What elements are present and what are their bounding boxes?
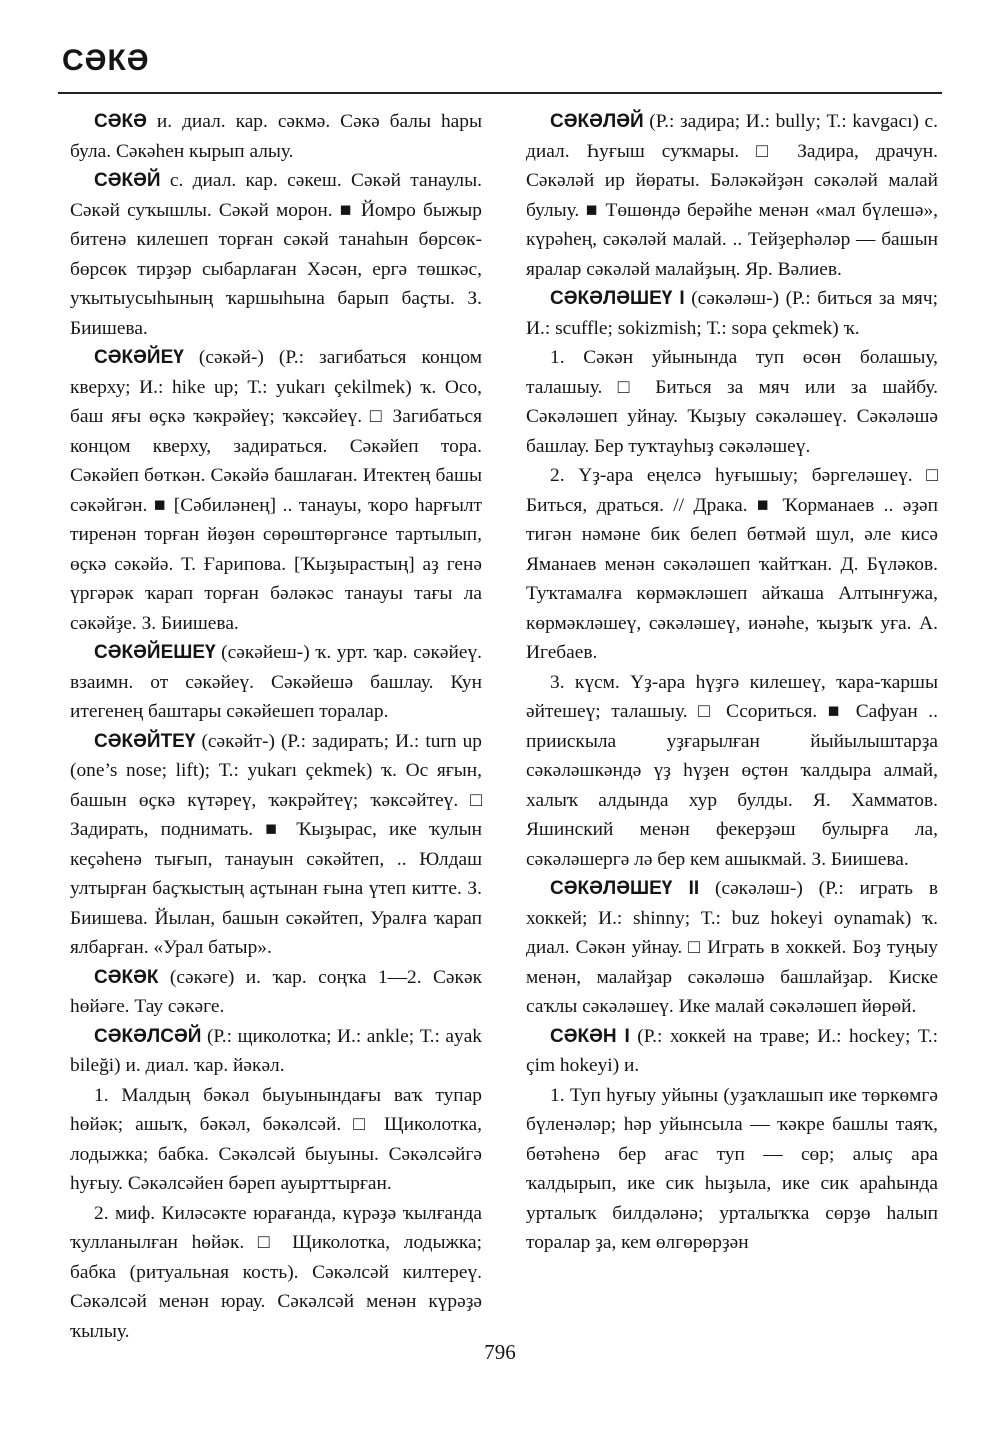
entry-text: (сәкәйеш-) ҡ. урт. ҡар. сәкәйеү. взаимн. от сәкәйеү. Сәкәйешә башлау. Кун итегенең баштары сәкәйешеп торалар. — [70, 642, 482, 722]
left-column — [70, 107, 482, 1346]
entry-text: (сәкәге) и. ҡар. соңҡа 1—2. Сәкәк һөйәге. Тау сәкәге. — [70, 966, 482, 1017]
entry-text: (Р.: задира; И.: bully; Т.: kavgacı) с. диал. Һуғыш суҡмары. □ Задира, драчун. Сәкәләй ир йөраты. Бәләкәйҙән сәкәләй малай булыу. ■ Төшөндә берәйһе менән «мал бүлешә», күрәһең, сәкәләй малай. .. Тейҙерһәләр — башын яралар сәкәләй малайҙың. Яр. Вәлиев. — [526, 111, 938, 280]
entry — [526, 107, 938, 284]
entry-sense — [526, 1081, 938, 1258]
right-column — [526, 107, 938, 1258]
headword: СӘКӘЙТЕҮ — [94, 730, 196, 752]
entry-text: (сәкәләш-) (Р.: биться за мяч; И.: scuffle; sokizmish; Т.: sopa çekmek) ҡ. — [526, 288, 938, 339]
entry — [70, 963, 482, 1022]
headword: СӘКӘЙ — [94, 170, 161, 191]
entry — [70, 166, 482, 343]
page-number: 796 — [484, 1340, 516, 1364]
entry — [526, 1022, 938, 1081]
running-head: СӘКӘ — [62, 44, 150, 77]
entry — [70, 1022, 482, 1081]
entry — [70, 727, 482, 963]
entry — [70, 107, 482, 166]
headword: СӘКӘЙЕШЕҮ — [94, 642, 216, 663]
entry-text: 1. Туп һуғыу уйыны (уҙаҡлашып ике төркөмгә бүленәләр; һәр уйынсыла — ҡәкре башлы таяҡ, бөтәһенә бер ағас туп — сөр; алыҫ ара ҡалдырып, ике сик һыҙыла, ике сик араһында урталыҡ билдәләнә; урталыҡҡа сөрҙө һалып торалар ҙа, кем өлгөрөрҙән — [526, 1084, 938, 1253]
headword: СӘКӘЛӘЙ — [550, 111, 644, 132]
entry-sense — [70, 1199, 482, 1347]
entry-sense — [526, 461, 938, 668]
header-rule — [58, 92, 942, 94]
entry-sense — [526, 343, 938, 461]
entry-text: (Р.: хоккей на траве; И.: hockey; Т.: çim hokeyi) и. — [526, 1025, 938, 1076]
entry-text: (сәкәйт-) (Р.: задирать; И.: turn up (one’s nose; lift); Т.: yukarı çekmek) ҡ. Ос яғын, башын өҫкә күтәреү, ҡәкрәйтеү; ҡәксәйтеү. □ Задирать, поднимать. ■ Ҡыҙырас, ике ҡулын кеҫәһенә тығып, танауын сәкәйтеп, .. Юлдаш ултырған баҫҡыстың аҫтынан ғына үтеп китте. З. Биишева. Йылан, башын сәкәйтеп, Уралға ҡарап ялбарған. «Урал батыр». — [70, 730, 482, 958]
entry-sense — [526, 668, 938, 875]
entry-text: и. диал. кар. сәкмә. Сәкә балы һары була. Сәкәһен кырып алыу. — [70, 111, 482, 162]
entry — [526, 874, 938, 1022]
headword: СӘКӘН I — [550, 1025, 630, 1047]
headword: СӘКӘЙЕҮ — [94, 347, 184, 368]
entry-text: 2. миф. Киләсәкте юрағанда, күрәҙә ҡылғанда ҡулланылған һөйәк. □ Щиколотка, лодыжка; бабка (ритуальная кость). Сәкәлсәй килтереү. Сәкәлсәй менән юрау. Сәкәлсәй менән күрәҙә ҡылыу. — [70, 1202, 482, 1342]
headword: СӘКӘ — [94, 111, 147, 132]
headword: СӘКӘЛӘШЕҮ I — [550, 288, 685, 309]
entry-text: 1. Сәкән уйынында туп өсөн болашыу, талашыу. □ Биться за мяч или за шайбу. Сәкәләшеп уйнау. Ҡыҙыу сәкәләшеү. Сәкәләшә башлау. Бер туҡтауһыҙ сәкәләшеү. — [526, 347, 938, 457]
headword: СӘКӘЛӘШЕҮ II — [550, 878, 700, 899]
entry-text: 3. күсм. Үҙ-ара һүҙгә килешеү, ҡара-ҡаршы әйтешеү; талашыу. □ Ссориться. ■ Сафуан .. приискыла уҙғарылған йыйылыштарҙа сәкәләшкәндә үҙ һүҙен өҫтөн ҡалдыра алмай, халыҡ алдында хур булды. Я. Хамматов. Яшинский менән фекерҙәш булырға ла, сәкәләшергә лә бер кем ашыкмай. З. Биишева. — [526, 671, 938, 870]
headword: СӘКӘК — [94, 966, 159, 988]
entry-text: (сәкәй-) (Р.: загибаться концом кверху; И.: hike up; Т.: yukarı çekilmek) ҡ. Осо, баш яғы өҫкә ҡәкрәйеү; ҡәксәйеү. □ Загибаться концом кверху, задираться. Сәкәйеп тора. Сәкәйеп бөткән. Сәкәйә башлаған. Итектең башы сәкәйгән. ■ [Сәбиләнең] .. танауы, ҡоро һарғылт тиренән торған йөҙөн сөрөштөргәнсе тартылып, өҫкә сәкәйә. Т. Ғарипова. [Ҡыҙырастың] аҙ генә үргәрәк ҡарап торған бәләкәс танауы тағы ла сәкәйҙе. З. Биишева. — [70, 347, 482, 634]
entry-text: (Р.: щиколотка; И.: ankle; Т.: ayak bileği) и. диал. ҡар. йәкәл. — [70, 1025, 482, 1076]
entry-text: 1. Малдың бәкәл быуынындағы ваҡ тупар һөйәк; ашыҡ, бәкәл, бәкәлсәй. □ Щиколотка, лодыжка; бабка. Сәкәлсәй быуыны. Сәкәлсәйгә һуғыу. Сәкәлсәйен бәреп ауырттырған. — [70, 1084, 482, 1194]
entry-sense — [70, 1081, 482, 1199]
entry-text: (сәкәләш-) (Р.: играть в хоккей; И.: shinny; Т.: buz hokeyi oynamak) ҡ. диал. Сәкән уйнау. □ Играть в хоккей. Боҙ туңыу менән, малайҙар сәкәләшә башлайҙар. Киске саҡлы сәкәләшеү. Ике малай сәкәләшеп йөрөй. — [526, 878, 938, 1017]
entry-text: 2. Үҙ-ара еңелсә һуғышыу; бәргеләшеү. □ Биться, драться. // Драка. ■ Ҡорманаев .. әҙәп тигән нәмәне бик белеп бөтмәй шул, әле кисә Яманаев менән сәкәләшеп ҡайтҡан. Д. Бүләков. Туҡтамалға көрмәкләшеп айҡаша Алтынғужа, көрмәкләшеү, сәкәләшеү, иәнәһе, ҡыҙыҡ уға. А. Игебаев. — [526, 465, 938, 663]
headword: СӘКӘЛСӘЙ — [94, 1025, 202, 1047]
entry-text: с. диал. кар. сәкеш. Сәкәй танаулы. Сәкәй суҡышлы. Сәкәй морон. ■ Йомро быжыр битенә килешеп торған сәкәй танаһын бөрсөк-бөрсөк тирҙәр сыбарлаған Хәсән, ергә төшкәс, уҡытыусыһының ҡаршыһына барып баҫты. З. Биишева. — [70, 170, 482, 339]
entry — [70, 343, 482, 638]
entry — [526, 284, 938, 343]
entry — [70, 638, 482, 727]
